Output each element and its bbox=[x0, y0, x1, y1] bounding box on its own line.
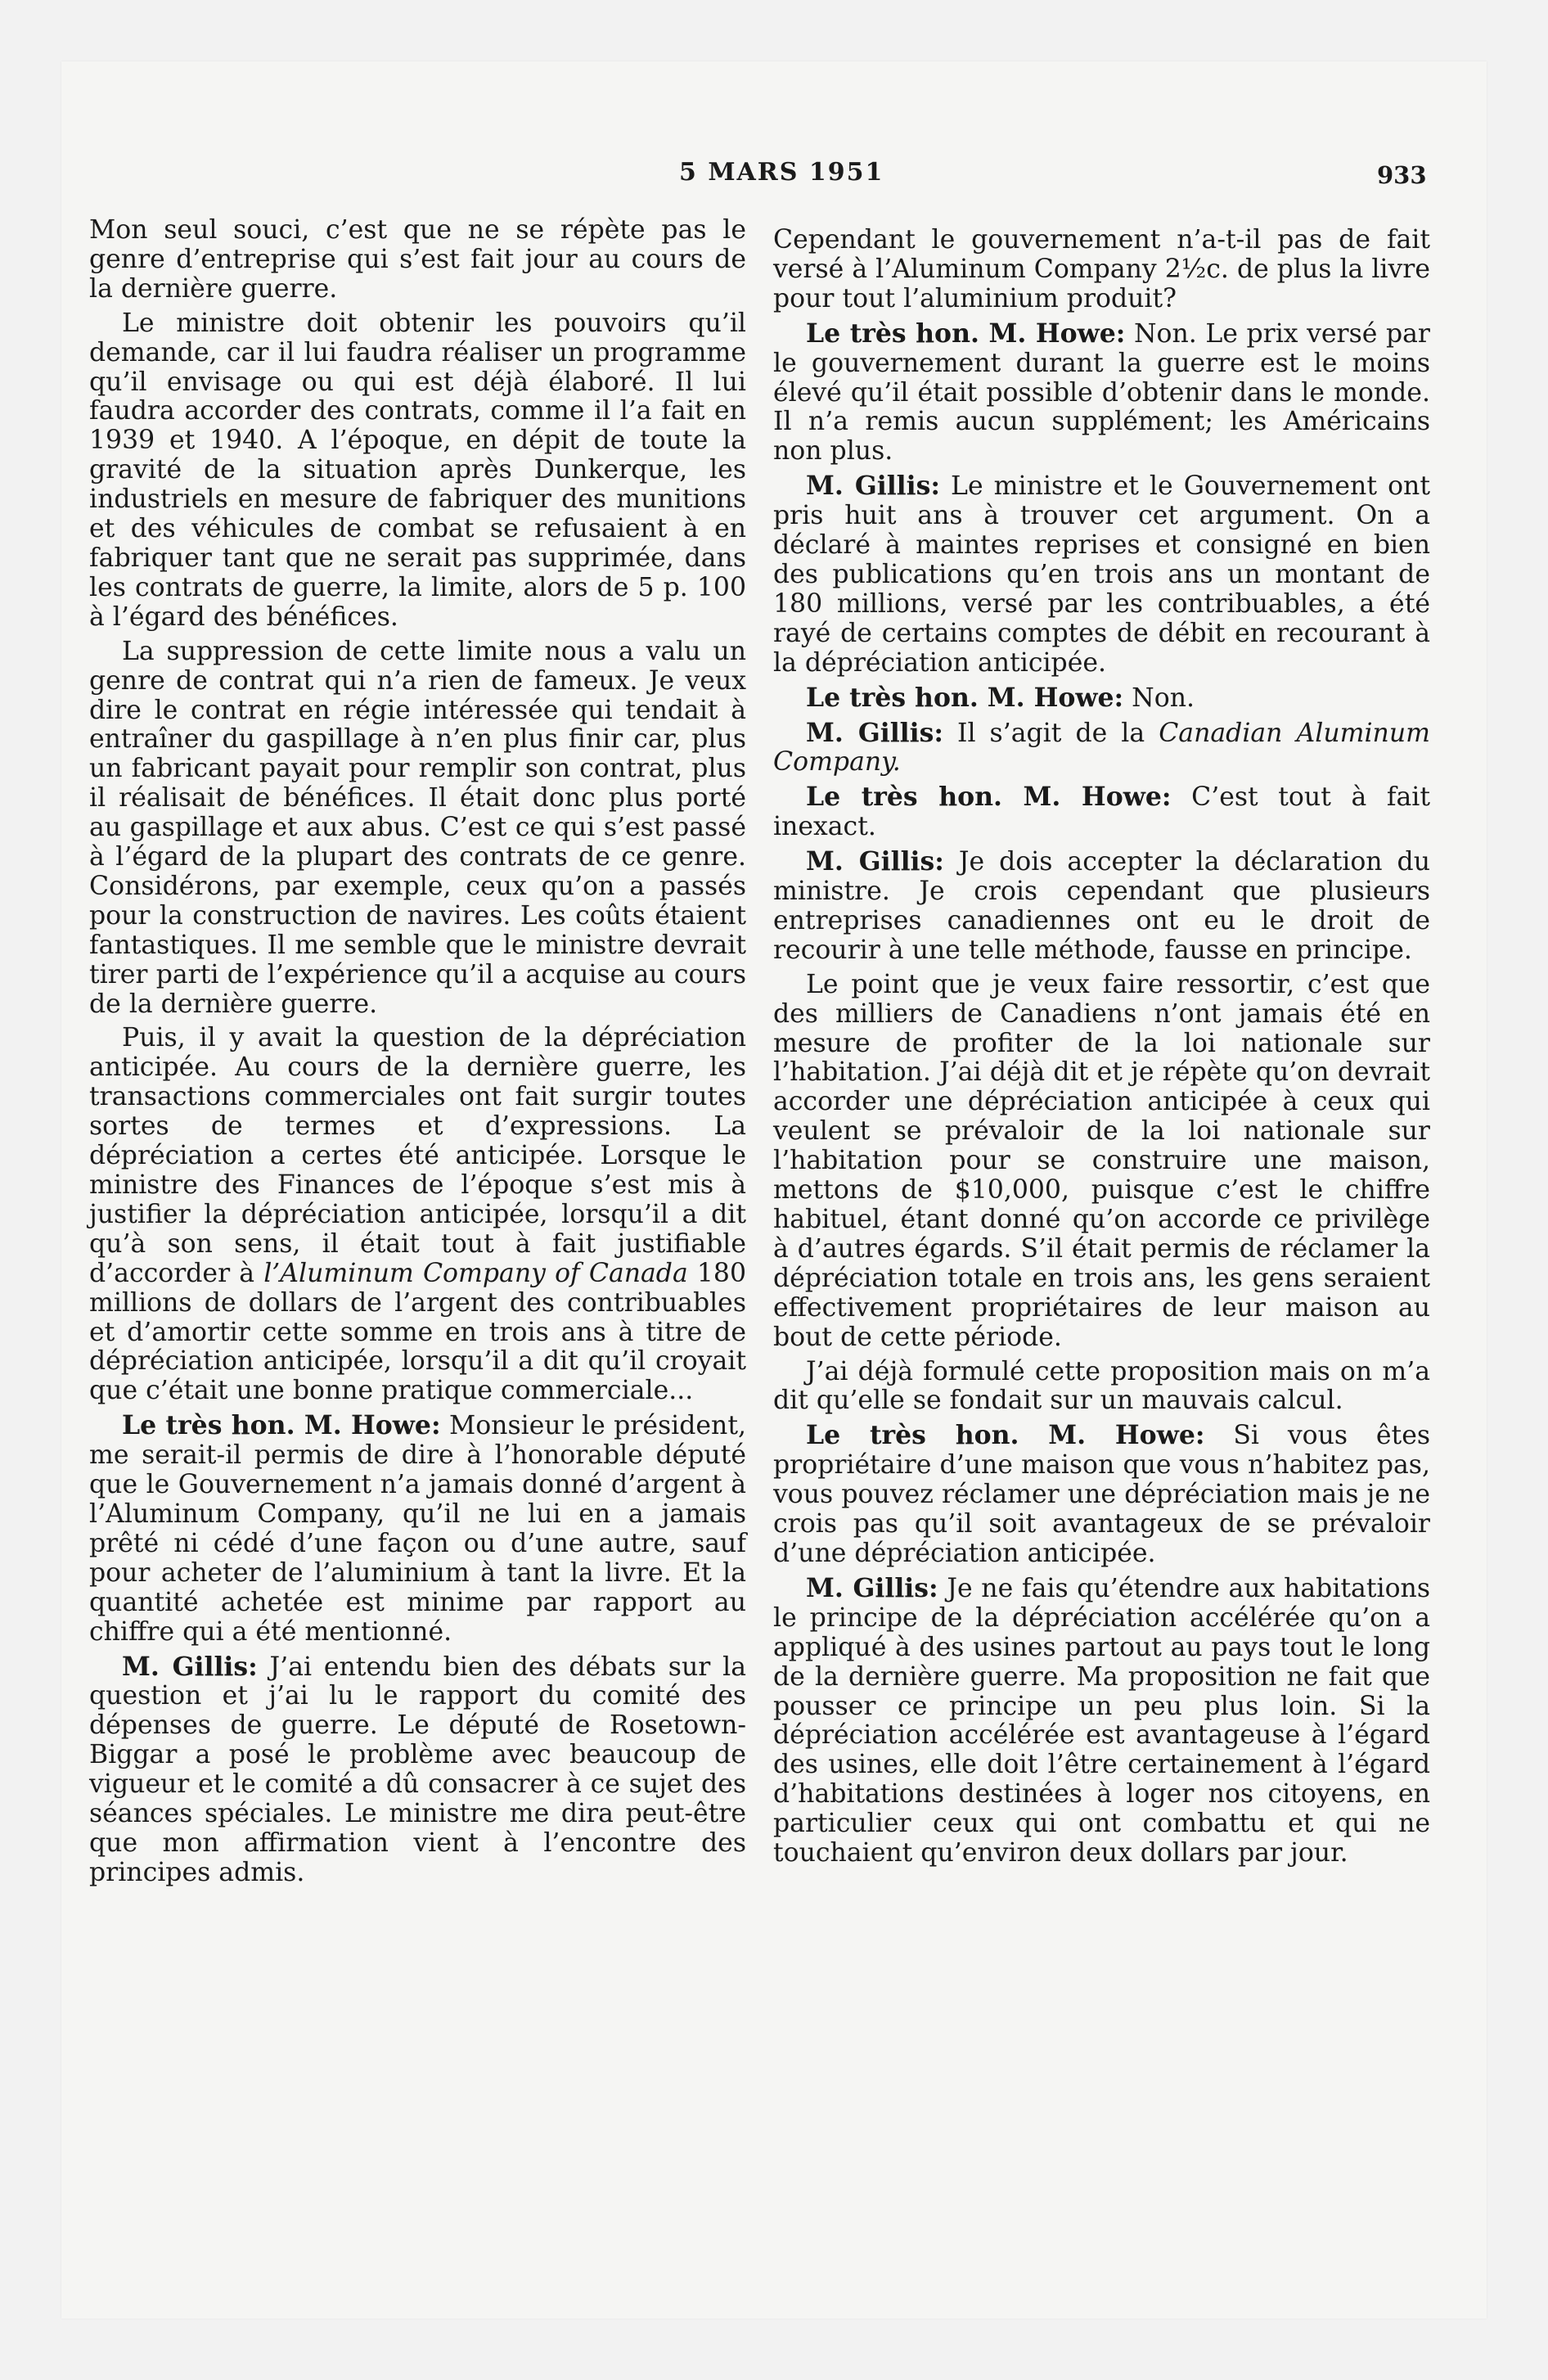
speech bbox=[89, 1652, 746, 1888]
speaker-label: Le très hon. M. Howe: bbox=[806, 782, 1172, 813]
company-name: l’Aluminum Company of Canada bbox=[263, 1258, 688, 1288]
speech-text: Non. bbox=[1123, 683, 1195, 713]
speech-text: Je ne fais qu’étendre aux habitations le principe de la dépréciation accélérée qu’on a appliqué à des usines partout au pays tout le long de la dernière guerre. Ma proposition ne fait que pousser ce principe un peu plus loin. Si la dépréciation accélérée est avantageuse à l’égard des usines, elle doit l’être certainement à l’égard d’habitations destinées à loger nos citoyens, en particulier ceux qui ont combattu et qui ne touchaient qu’environ deux dollars par jour. bbox=[773, 1573, 1430, 1868]
speech-text: Si vous êtes propriétaire d’une maison que vous n’habitez pas, vous pouvez réclamer une dépréciation mais je ne crois pas qu’il soit avantageux de se prévaloir d’une dépréciation anticipée. bbox=[773, 1421, 1430, 1568]
paragraph: Le ministre doit obtenir les pouvoirs qu’il demande, car il lui faudra réaliser un programme qu’il envisage ou qui est déjà élaboré. Il lui faudra accorder des contrats, comme il l’a fait en 1939 et 1940. A l’époque, en dépit de toute la gravité de la situation après Dunkerque, les industriels en mesure de fabriquer des munitions et des véhicules de combat se refusaient à en fabriquer tant que ne serait pas supprimée, dans les contrats de guerre, la limite, alors de 5 p. 100 à l’égard des bénéfices. bbox=[89, 308, 746, 632]
speech bbox=[773, 1574, 1430, 1868]
page-number: 933 bbox=[1377, 161, 1427, 189]
speech bbox=[773, 471, 1430, 678]
left-column bbox=[89, 216, 746, 1893]
paragraph bbox=[89, 1024, 746, 1406]
speech-text: Monsieur le président, me serait-il permis de dire à l’honorable député que le Gouvernement n’a jamais donné d’argent à l’Aluminum Company, qu’il ne lui en a jamais prêté ni cédé d’une façon ou d’une autre, sauf pour acheter de l’aluminium à tant la livre. Et la quantité achetée est minime par rapport au chiffre qui a été mentionné. bbox=[89, 1411, 746, 1647]
speech-text: Il s’agit de la bbox=[943, 718, 1159, 748]
paragraph: J’ai déjà formulé cette proposition mais on m’a dit qu’elle se fondait sur un mauvais calcul. bbox=[773, 1356, 1430, 1416]
speech bbox=[773, 683, 1430, 714]
speech bbox=[773, 782, 1430, 842]
speaker-label: M. Gillis: bbox=[122, 1651, 258, 1682]
right-column bbox=[773, 226, 1430, 1873]
speech-text: Non. Le prix versé par le gouvernement durant la guerre est le moins élevé qu’il était possible d’obtenir dans le monde. Il n’a remis aucun supplément; les Américains non plus. bbox=[773, 318, 1430, 467]
paragraph: La suppression de cette limite nous a valu un genre de contrat qui n’a rien de fameux. Je veux dire le contrat en régie intéressée qui tendait à entraîner du gaspillage à n’en plus finir car, plus un fabricant payait pour remplir son contrat, plus il réalisait de bénéfices. Il était donc plus porté au gaspillage et aux abus. C’est ce qui s’est passé à l’égard de la plupart des contrats de ce genre. Considérons, par exemple, ceux qu’on a passés pour la construction de navires. Les coûts étaient fantastiques. Il me semble que le ministre devrait tirer parti de l’expérience qu’il a acquise au cours de la dernière guerre. bbox=[89, 636, 746, 1019]
speech-text: Le ministre et le Gouvernement ont pris huit ans à trouver cet argument. On a déclaré à maintes reprises et consigné en bien des publications qu’en trois ans un montant de 180 millions, versé par les contribuables, a été rayé de certains comptes de débit en recourant à la dépréciation anticipée. bbox=[773, 471, 1430, 678]
paragraph: Cependant le gouvernement n’a-t-il pas de fait versé à l’Aluminum Company 2½c. de plus la livre pour tout l’aluminium produit? bbox=[773, 225, 1430, 313]
company-name: Canadian Aluminum Company. bbox=[773, 718, 1430, 778]
paragraph: Le point que je veux faire ressortir, c’est que des milliers de Canadiens n’ont jamais été en mesure de profiter de la loi nationale sur l’habitation. J’ai déjà dit et je répète qu’on devrait accorder une dépréciation anticipée à ceux qui veulent se prévaloir de la loi nationale sur l’habitation pour se construire une maison, mettons de $10,000, puisque c’est le chiffre habituel, étant donné qu’on accorde ce privilège à d’autres égards. S’il était permis de réclamer la dépréciation totale en trois ans, les gens seraient effectivement propriétaires de leur maison au bout de cette période. bbox=[773, 969, 1430, 1352]
speaker-label: Le très hon. M. Howe: bbox=[806, 682, 1124, 713]
speech-text: J’ai entendu bien des débats sur la question et j’ai lu le rapport du comité des dépenses de guerre. Le député de Rosetown-Biggar a posé le problème avec beaucoup de vigueur et le comité a dû consacrer à ce sujet des séances spéciales. Le ministre me dira peut-être que mon affirmation vient à l’encontre des principes admis. bbox=[89, 1652, 746, 1887]
speaker-label: M. Gillis: bbox=[806, 717, 943, 748]
speaker-label: Le très hon. M. Howe: bbox=[806, 318, 1126, 349]
speech bbox=[773, 719, 1430, 778]
speech bbox=[773, 847, 1430, 966]
speech-text: C’est tout à fait inexact. bbox=[773, 782, 1430, 842]
speaker-label: Le très hon. M. Howe: bbox=[122, 1410, 441, 1441]
paragraph-text: 180 millions de dollars de l’argent des contribuables et d’amortir cette somme en trois ans à titre de dépréciation anticipée, lorsqu’il a dit qu’il croyait que c’était une bonne pratique commerciale... bbox=[89, 1258, 747, 1406]
speaker-label: M. Gillis: bbox=[806, 471, 940, 502]
speech bbox=[773, 1421, 1430, 1569]
paragraph-text: Puis, il y avait la question de la dépréciation anticipée. Au cours de la dernière guerre, les transactions commerciales ont fait surgir toutes sortes de termes et d’expressions. La dépréciation a certes été anticipée. Lorsque le ministre des Finances de l’époque s’est mis à justifier la dépréciation anticipée, lorsqu’il a dit qu’à son sens, il était tout à fait justifiable d’accorder à bbox=[89, 1023, 746, 1288]
speech bbox=[773, 319, 1430, 467]
header-date: 5 MARS 1951 bbox=[679, 158, 884, 187]
paragraph: Mon seul souci, c’est que ne se répète pas le genre d’entreprise qui s’est fait jour au cours de la dernière guerre. bbox=[89, 215, 746, 304]
speech-text: Je dois accepter la déclaration du ministre. Je crois cependant que plusieurs entreprises canadiennes ont eu le droit de recourir à une telle méthode, fausse en principe. bbox=[773, 847, 1430, 965]
speech bbox=[89, 1411, 746, 1647]
speaker-label: M. Gillis: bbox=[806, 846, 944, 877]
speaker-label: M. Gillis: bbox=[806, 1572, 938, 1603]
speaker-label: Le très hon. M. Howe: bbox=[806, 1420, 1205, 1451]
